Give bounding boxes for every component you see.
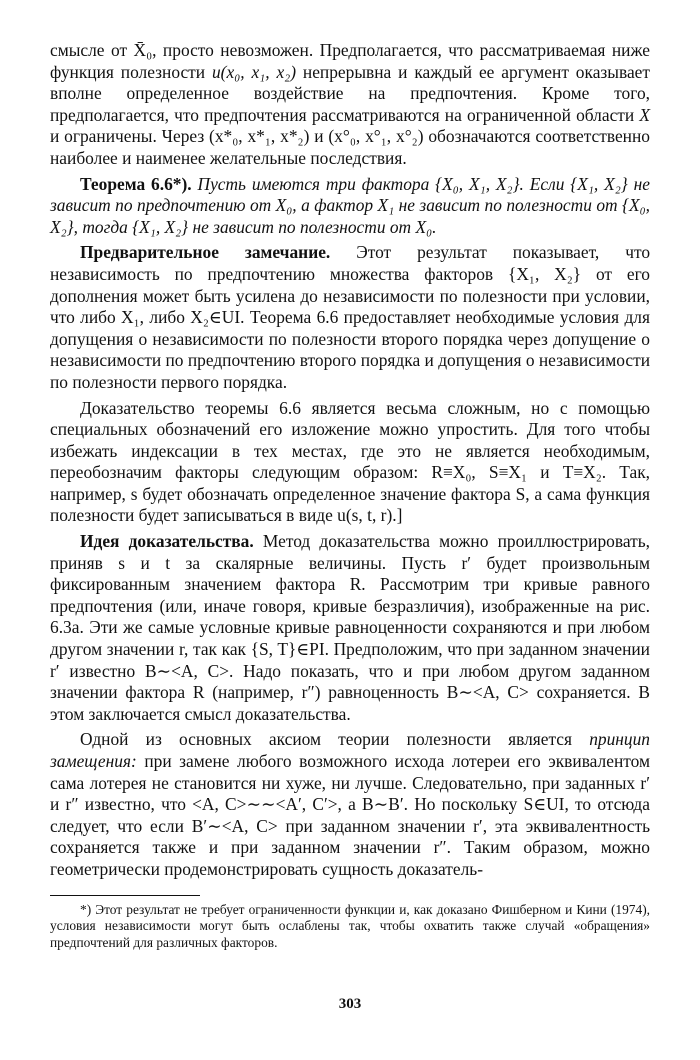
footnote-text: *) Этот результат не требует ограниченности функции и, как доказано Фишберном и Кини (1974), условия независимости могут быть ослаблены так, чтобы охватить также случай «обращения» предпочтений для различных факторов. <box>50 901 650 951</box>
text-run: при замене любого возможного исхода лотереи его эквивалентом сама лотерея не становится ни хуже, ни лучше. Следовательно, при заданных r′ и r″ известно, что <A, C>∼∼<A′, C′>, а B∼B′. Но поскольку S∈UI, то отсюда следует, что если B′∼<A, C> при заданном значении r′, эта эквивалентность сохраняется также и при заданном значении r″. Таким образом, можно геометрически продемонстрировать сущность доказатель- <box>50 751 650 879</box>
text-run: принцип замещения: <box>50 729 650 771</box>
paragraph <box>50 40 650 170</box>
text-run: Предварительное замечание. <box>80 242 331 263</box>
text-run: Доказательство теоремы 6.6 является весьма сложным, но с помощью специальных обозначений его изложение можно упростить. Для того чтобы избежать индексации в тех местах, где это не является необходимым, переобозначим факторы следующим образом: R≡X₀, S≡X₁ и T≡X₂. Так, например, s будет обозначать определенное значение фактора S, а сама функция полезности будет записываться в виде u(s, t, r).] <box>50 397 650 526</box>
paragraph <box>50 174 650 239</box>
text-run: u(x₀, x₁, x₂) <box>211 61 297 82</box>
main-text <box>50 40 650 881</box>
text-run: Метод доказательства можно проиллюстрировать, приняв s и t за скалярные величины. Пусть r′ будет произвольным фиксированным значением фактора R. Рассмотрим три кривые равного предпочтения (или, иначе говоря, кривые безразличия), изображенные на рис. 6.3а. Эти же самые условные кривые равноценности сохраняются и при любом другом значении r, так как {S, T}∈PI. Предположим, что при заданном значении r′ известно B∼<A, C>. Надо показать, что и при любом другом заданном значении фактора R (например, r″) равноценность B∼<A, C> сохраняется. В этом заключается смысл доказательства. <box>50 531 650 724</box>
text-run: Идея доказательства. <box>80 531 254 552</box>
text-run: и ограничены. Через (x*₀, x*₁, x*₂) и (x°₀, x°₁, x°₂) обозначаются соответственно наиболее и наименее желательные последствия. <box>50 126 650 168</box>
paragraph <box>50 242 650 393</box>
text-run: Одной из основных аксиом теории полезности является <box>80 729 590 750</box>
text-run: непрерывна и каждый ее аргумент оказывает вполне определенное воздействие на предпочтения. Кроме того, предполагается, что предпочтения рассматриваются на ограниченной области <box>50 61 650 125</box>
text-run: Пусть имеются три фактора {X₀, X₁, X₂}. Если {X₁, X₂} не зависит по предпочтению от X₀, а фактор X₁ не зависит по полезности от {X₀, X₂}, тогда {X₁, X₂} не зависит по полезности от X₀. <box>50 173 650 237</box>
paragraph <box>50 398 650 528</box>
page-number: 303 <box>338 996 362 1012</box>
footnote <box>50 902 650 952</box>
paragraph <box>50 531 650 725</box>
footnote-divider <box>50 895 200 896</box>
text-run: смысле от X̄₀, просто невозможен. Предполагается, что рассматриваемая ниже функция полезности <box>50 40 650 82</box>
text-run: X <box>639 104 650 125</box>
text-run: Теорема 6.6*). <box>80 173 192 194</box>
text-run: Этот результат показывает, что независимость по предпочтению множества факторов {X₁, X₂} от его дополнения может быть усилена до независимости по полезности при условии, что либо X₁, либо X₂∈UI. Теорема 6.6 предоставляет необходимые условия для допущения о независимости по полезности второго порядка через допущение о независимости по предпочтению второго порядка и допущения о независимости по полезности первого порядка. <box>50 242 651 392</box>
paragraph <box>50 729 650 880</box>
